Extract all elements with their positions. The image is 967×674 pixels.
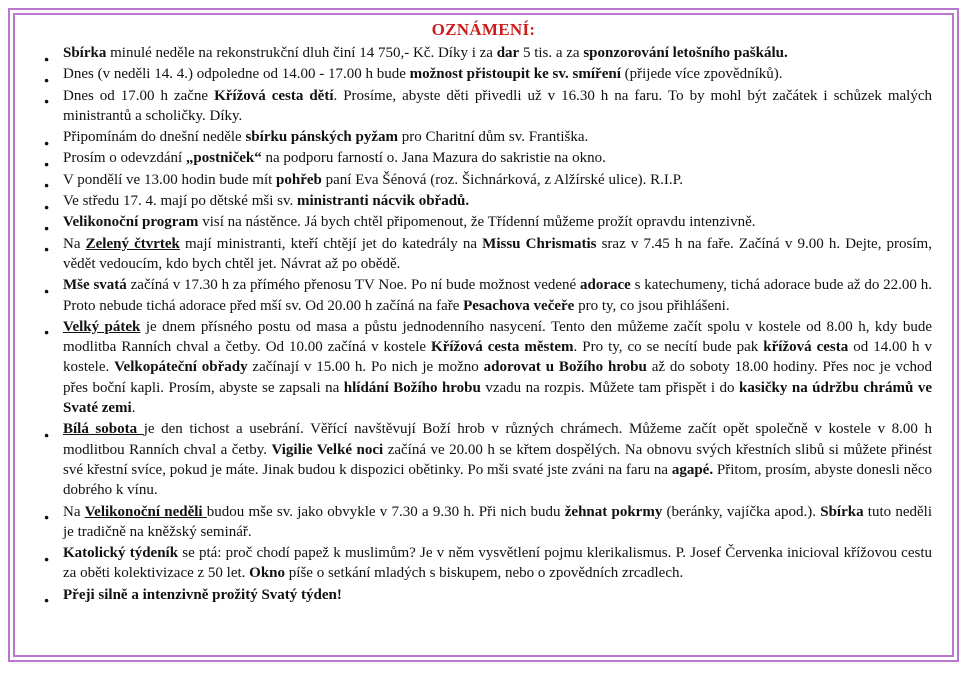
text-segment: agapé. <box>671 461 714 478</box>
list-item <box>35 148 932 168</box>
text-segment: ministranti nácvik obřadů. <box>297 193 470 210</box>
list-item <box>35 212 932 232</box>
text-segment: Dnes (v neděli 14. 4.) odpoledne od 14.00 - 17.00 h bude <box>63 66 410 83</box>
text-segment: je dnem přísného postu od masa a půstu jednodenního nasycení. Tento den můžeme začít spolu v kostele od 8.00 h, kdy bude modlitba Ranních chval a četby. Od 10.00 začíná v kostele <box>63 318 932 356</box>
text-segment: pro Charitní dům sv. Františka. <box>398 129 589 146</box>
text-segment: možnost přistoupit ke sv. smíření <box>409 66 621 83</box>
text-segment: od 14.00 h v kostele. <box>63 339 933 376</box>
text-segment: Bílá sobota <box>63 421 144 438</box>
text-segment: Na <box>63 503 85 520</box>
text-segment: začíná ve 20.00 h se křtem dospělých. Na obnovu svých křestních slibů si můžete přinést své křestní svíce, pokud je máte. Jinak budou k dispozici obětinky. Po mši svaté jste zváni na faru na <box>63 441 932 478</box>
list-item <box>35 127 932 147</box>
text-segment: Mše svatá <box>63 277 127 294</box>
text-segment: visí na nástěnce. Já bych chtěl připomenout, že Třídenní můžeme prožít opravdu intenzivně. <box>198 214 756 231</box>
text-segment: Velikonoční program <box>63 214 199 231</box>
text-segment: Prosím o odevzdání <box>63 150 186 167</box>
text-segment: Missu Chrismatis <box>482 235 597 252</box>
text-segment: Pesachova večeře <box>463 297 575 314</box>
text-segment: . Prosíme, abyste děti přivedli už v 16.30 h na faru. To by mohl být začátek i schůzek malých ministrantů a scholičky. Díky. <box>63 87 932 124</box>
text-segment: minulé neděle na rekonstrukční dluh činí 14 750,- Kč. Díky i za <box>106 45 497 61</box>
list-item <box>35 419 932 500</box>
text-segment: sponzorování letošního paškálu. <box>583 45 788 61</box>
list-item <box>35 317 932 418</box>
text-segment: . Pro ty, co se necítí bude pak <box>573 339 764 356</box>
text-segment: se ptá: proč chodí papež k muslimům? Je v něm vysvětlení pojmu klerikalismus. P. Josef Červenka inicioval křížovou cestu za oběti kolektivizace z 50 let. <box>63 545 932 582</box>
document-content <box>15 15 952 605</box>
text-segment: Velikonoční neděli <box>84 503 207 520</box>
text-segment: kasičky na údržbu chrámů ve Svaté zemi <box>63 379 932 417</box>
list-item <box>35 86 932 127</box>
text-segment: Okno <box>249 565 286 582</box>
text-segment: na podporu farností o. Jana Mazura do sakristie na okno. <box>261 150 606 167</box>
list-item <box>35 585 932 605</box>
text-segment: Zelený čtvrtek <box>85 235 180 252</box>
announcement-list <box>35 43 932 605</box>
text-segment: 5 tis. a za <box>519 45 584 61</box>
text-segment: až do soboty 18.00 hodiny. Přes noc je vchod přes boční kapli. Prosím, abyste se zapsali na <box>63 359 932 396</box>
text-segment: hlídání Božího hrobu <box>343 379 481 396</box>
text-segment: Ve středu 17. 4. mají po dětské mši sv. <box>63 193 298 210</box>
text-segment: pro ty, co jsou přihlášeni. <box>574 297 730 314</box>
text-segment: tuto neděli je tradičně na kněžský seminář. <box>63 503 933 540</box>
text-segment: Sbírka <box>820 503 864 520</box>
text-segment: píše o setkání mladých s biskupem, nebo o zpovědních zrcadlech. <box>285 565 684 582</box>
text-segment: sbírku pánských pyžam <box>245 129 399 146</box>
text-segment: „postniček“ <box>185 150 262 167</box>
text-segment: Velkopáteční obřady <box>114 359 248 376</box>
text-segment: dar <box>496 45 520 61</box>
text-segment: Připomínám do dnešní neděle <box>63 129 246 146</box>
text-segment: budou mše sv. jako obvykle v 7.30 a 9.30 h. Při nich budu <box>206 503 565 520</box>
text-segment: je den tichost a usebrání. Věřící navštěvují Boží hrob v různých chrámech. Můžeme začít opět společně v kostele v 8.00 h modlitbou Ranních chval a četby. <box>63 421 933 458</box>
page-title: OZNÁMENÍ: <box>431 20 536 39</box>
text-segment: adorovat u Božího hrobu <box>483 359 647 376</box>
text-segment: sraz v 7.45 h na faře. Začíná v 9.00 h. Dejte, prosím, vědět vedoucím, kdo bych chtěl jet. Návrat až po obědě. <box>63 235 932 272</box>
text-segment: Přitom, prosím, abyste donesli něco dobrého k vínu. <box>63 461 932 499</box>
text-segment: (beránky, vajíčka apod.). <box>662 503 821 520</box>
text-segment: Křížová cesta městem <box>431 339 574 356</box>
text-segment: V pondělí ve 13.00 hodin bude mít <box>63 171 277 188</box>
text-segment: vzadu na rozpis. Můžete tam přispět i do <box>480 379 740 396</box>
list-item <box>35 543 932 584</box>
text-segment: Křížová cesta dětí <box>214 87 334 104</box>
list-item <box>35 275 932 316</box>
text-segment: adorace <box>580 277 631 294</box>
text-segment: žehnat pokrmy <box>564 503 663 520</box>
list-item <box>35 502 932 543</box>
text-segment: pohřeb <box>276 171 322 188</box>
text-segment: . <box>131 400 136 417</box>
list-item <box>35 170 932 190</box>
text-segment: mají ministranti, kteří chtějí jet do katedrály na <box>179 235 483 252</box>
text-segment: Katolický týdeník <box>63 545 179 562</box>
text-segment: Na <box>63 235 86 252</box>
list-item <box>35 191 932 211</box>
text-segment: (přijede více zpovědníků). <box>620 66 783 83</box>
text-segment: Sbírka <box>63 45 107 61</box>
text-segment: Vigilie Velké noci <box>271 441 384 458</box>
text-segment: Velký pátek <box>63 318 141 335</box>
list-item <box>35 234 932 275</box>
text-segment: začínají v 15.00 h. Po nich je možno <box>247 359 484 376</box>
text-segment: křížová cesta <box>763 339 849 356</box>
text-segment: Přeji silně a intenzivně prožitý Svatý týden! <box>63 586 342 603</box>
text-segment: paní Eva Šénová (roz. Šichnárková, z Alžírské ulice). R.I.P. <box>321 171 684 188</box>
list-item <box>35 43 932 63</box>
text-segment: Dnes od 17.00 h začne <box>63 87 215 104</box>
document-border-frame <box>8 8 959 662</box>
list-item <box>35 64 932 84</box>
text-segment: s katechumeny, tichá adorace bude až do 22.00 h. Proto nebude tichá adorace před mší sv. Od 20.00 h začíná na faře <box>63 277 932 314</box>
text-segment: začíná v 17.30 h za přímého přenosu TV Noe. Po ní bude možnost vedené <box>126 277 581 294</box>
